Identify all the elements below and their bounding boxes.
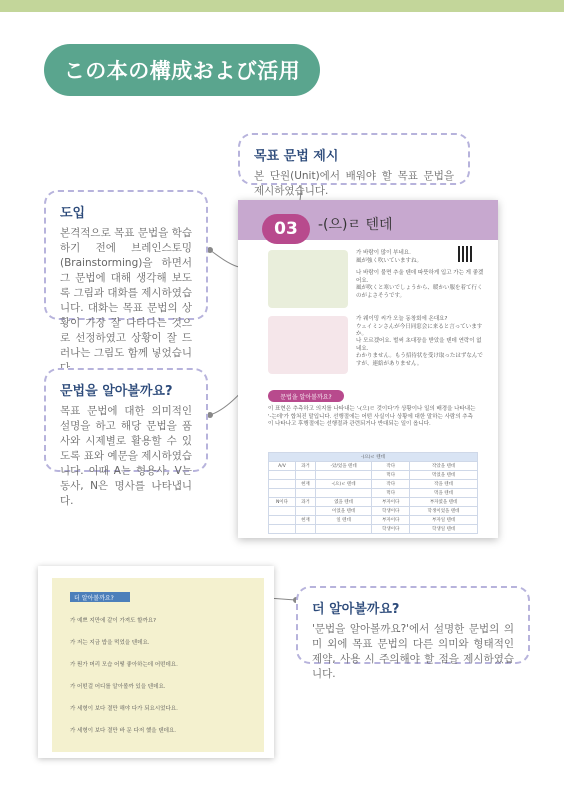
callout-title: 도입 (60, 206, 86, 221)
table-row: 이었을 텐데 학생이다 학생이었을 텐데 (269, 507, 478, 516)
illustration-people (268, 316, 348, 374)
top-color-band (0, 0, 564, 12)
more-line: 가 예쁘 지만에 같이 가져도 할까요? (70, 618, 157, 624)
section-text: 이 표현은 추측하고 의지를 나타내는 '-(으)ㄹ 것이다'가 상황이나 일의 배경을 나타내는 '-는데'가 합쳐진 말입니다. 선행절에는 어떤 사실이나 상황에 대한 말하는 사람의 추측이 나타나고 후행절에는 선행절과 관련되거나 반대되는 일이 옵니다. (268, 406, 476, 427)
table-row: 먹다 먹을 텐데 (269, 489, 478, 498)
more-line: 가 세형이 보다 결만 바 문 다저 했을 텐데요. (70, 728, 177, 734)
more-line: 가 뭔가 머리 모습 어떻 좋아하는데 어떤데요. (70, 662, 178, 668)
page-title: この本の構成および活用 (44, 44, 320, 96)
callout-title: 목표 문법 제시 (254, 149, 339, 164)
callout-learn-grammar (44, 368, 208, 507)
table-row: 현재 일 텐데 부자이다 부자일 텐데 (269, 516, 478, 525)
more-line: 가 어떤걸 어디를 알아볼까 있을 텐데요. (70, 684, 166, 690)
callout-goal-grammar (238, 133, 470, 197)
lesson-title: -(으)ㄹ 텐데 (318, 217, 393, 233)
more-label: 더 알아볼까요? (70, 592, 130, 602)
callout-title: 문법을 알아볼까요? (60, 384, 173, 399)
table-row: 학생이다 학생일 텐데 (269, 525, 478, 534)
dialog-line: 나 바람이 불면 추울 텐데 따뜻하게 입고 가는 게 좋겠어요. 風が吹くと寒いでしょうから、暖かい服を着て行くのがよさそうです。 (356, 270, 484, 299)
callout-more (296, 586, 530, 680)
more-panel (52, 578, 264, 752)
table-row: 먹다 먹었을 텐데 (269, 471, 478, 480)
section-label: 문법을 알아볼까요? (268, 390, 344, 402)
table-header: -(으)ㄹ 텐데 (269, 453, 478, 462)
table-row: N이다 과거 였을 텐데 부자이다 부자였을 텐데 (269, 498, 478, 507)
grammar-table (268, 452, 478, 534)
more-line: 가 세형이 보다 결만 해야 다가 되요시었다요. (70, 706, 178, 712)
callout-body: 본격적으로 목표 문법을 학습하기 전에 브레인스토밍(Brainstorming)을 하면서 그 문법에 대해 생각해 보도록 그림과 대화를 제시하였습니다. 대화는 목표 문법의 상황이 가장 잘 나타나는 것으로 선정하였고 상황이 잘 드러나는 그림도 함께 넣었습니 (60, 227, 192, 359)
callout-title: 더 알아볼까요? (312, 602, 400, 617)
illustration-wind (268, 250, 348, 308)
callout-body: 본 단원(Unit)에서 배워야 할 목표 문법을 제시하였습니다. (254, 170, 454, 197)
lesson-number: 03 (262, 214, 310, 244)
dialog-line: 가 바람이 많이 부네요. 風が強く吹いていますね。 (356, 250, 423, 264)
table-row: A/V 과거 -았/었을 텐데 작다 작았을 텐데 (269, 462, 478, 471)
callout-body: '문법을 알아볼까요?'에서 설명한 문법의 의미 외에 목표 문법의 다른 의미와 형태적인 제약, 사용 시 주의해야 할 점을 제시하였습니다. (312, 623, 514, 680)
callout-intro (44, 190, 208, 359)
dialog-line: 나 모르겠어요. 벌써 초대장을 받았을 텐데 연락이 없네요. わかりません。もう招待状を受け取ったはずなんですが、連絡がありません。 (356, 338, 483, 367)
table-row: 현재 -(으)ㄹ 텐데 작다 작을 텐데 (269, 480, 478, 489)
sample-lesson-page (238, 200, 498, 538)
callout-body: 목표 문법에 대한 의미적인 설명을 하고 해당 문법을 품사와 시제별로 활용할 수 있도록 표와 예문을 제시하였습니다. 이때 A는 형용사, V는 동사, N은 명사를 나타냅니다. (60, 405, 192, 507)
more-line: 가 저는 지금 밥을 먹었을 텐데요. (70, 640, 150, 646)
sample-more-page (38, 566, 274, 758)
dialog-line: 가 웨이밍 씨가 오늘 동창회에 온대요? ウェイミンさんが今日同窓会に来ると言っていますか。 (356, 316, 483, 337)
